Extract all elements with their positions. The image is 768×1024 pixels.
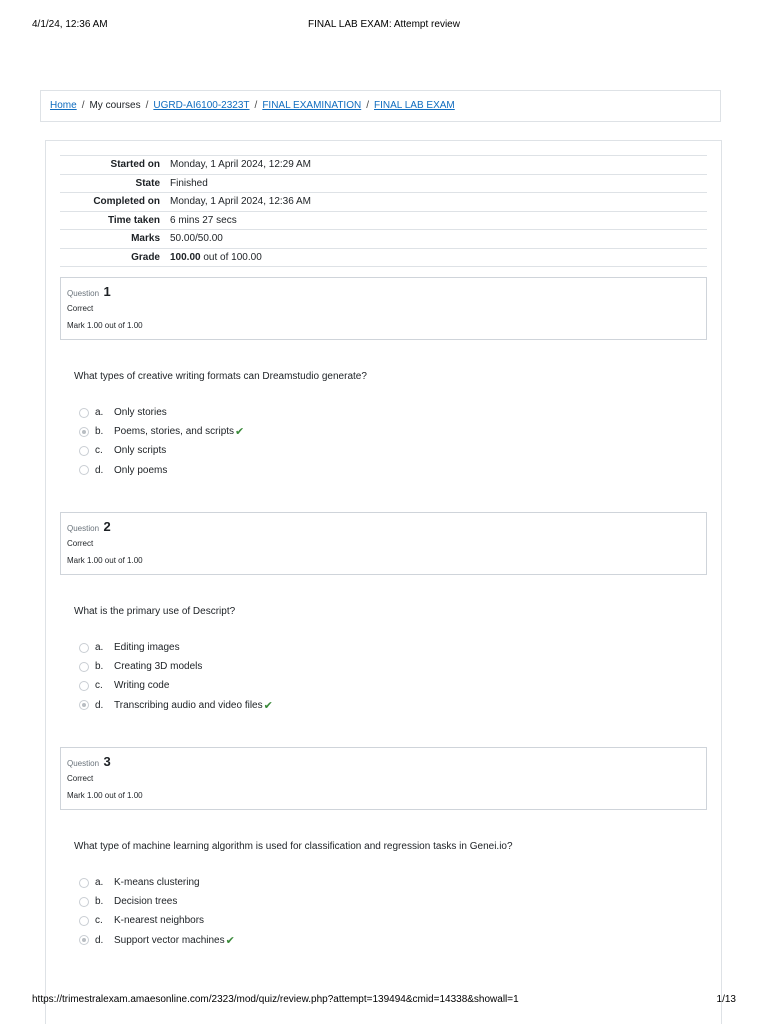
question-number: 2 (103, 519, 111, 534)
breadcrumb-course-link[interactable]: UGRD-AI6100-2323T (153, 100, 250, 111)
answer-letter: d. (95, 699, 104, 711)
answer-letter: c. (95, 680, 103, 692)
question-state: Correct (67, 304, 94, 313)
question-label: Question (67, 524, 100, 533)
answer-letter: d. (95, 464, 104, 476)
question-state: Correct (67, 774, 94, 783)
question-number: 3 (103, 754, 111, 769)
summary-label: Started on (60, 156, 165, 175)
summary-row-grade (60, 248, 707, 267)
correct-check-icon: ✔ (225, 934, 235, 947)
question-label: Question (67, 289, 100, 298)
answer-option (79, 422, 244, 441)
summary-value: 50.00/50.00 (165, 230, 707, 249)
answer-option (79, 657, 273, 676)
question-text: What is the primary use of Descript? (74, 606, 236, 617)
answer-text: K-means clustering (114, 877, 200, 889)
question-info-box (60, 747, 707, 810)
summary-value: Finished (165, 174, 707, 193)
answer-radio[interactable] (79, 662, 89, 672)
answer-text: Support vector machines (114, 934, 225, 946)
summary-row-started-on (60, 156, 707, 175)
question-text: What type of machine learning algorithm is used for classification and regression tasks in Genei.io? (74, 841, 513, 852)
answer-list (79, 638, 273, 715)
attempt-summary-table (60, 155, 707, 267)
answer-text: K-nearest neighbors (114, 915, 205, 927)
print-page-title: FINAL LAB EXAM: Attempt review (308, 19, 460, 30)
answer-radio[interactable] (79, 935, 89, 945)
breadcrumb-my-courses: My courses (89, 100, 141, 111)
answer-text: Editing images (114, 642, 180, 654)
summary-row-completed-on (60, 193, 707, 212)
question-mark: Mark 1.00 out of 1.00 (67, 791, 143, 800)
answer-letter: a. (95, 877, 104, 889)
answer-text: Poems, stories, and scripts (114, 426, 235, 438)
answer-list (79, 403, 244, 480)
answer-radio[interactable] (79, 643, 89, 653)
question-mark: Mark 1.00 out of 1.00 (67, 321, 143, 330)
answer-text: Decision trees (114, 896, 178, 908)
question-label: Question (67, 759, 100, 768)
answer-option (79, 441, 244, 460)
answer-option (79, 676, 273, 695)
summary-label: Time taken (60, 211, 165, 230)
answer-radio[interactable] (79, 897, 89, 907)
summary-value: Monday, 1 April 2024, 12:29 AM (165, 156, 707, 175)
answer-letter: b. (95, 896, 104, 908)
answer-text: Only stories (114, 407, 167, 419)
breadcrumb-quiz-link[interactable]: FINAL LAB EXAM (374, 100, 455, 111)
answer-letter: c. (95, 445, 103, 457)
summary-value (165, 248, 707, 267)
answer-letter: a. (95, 407, 104, 419)
answer-radio[interactable] (79, 916, 89, 926)
summary-row-time-taken (60, 211, 707, 230)
answer-letter: c. (95, 915, 103, 927)
summary-value: 6 mins 27 secs (165, 211, 707, 230)
answer-option (79, 638, 273, 657)
answer-radio[interactable] (79, 681, 89, 691)
question-number: 1 (103, 284, 111, 299)
answer-text: Transcribing audio and video files (114, 699, 263, 711)
breadcrumb (40, 90, 721, 122)
answer-radio[interactable] (79, 427, 89, 437)
answer-radio[interactable] (79, 878, 89, 888)
summary-label: Grade (60, 248, 165, 267)
print-page-number: 1/13 (716, 994, 736, 1005)
summary-row-marks (60, 230, 707, 249)
answer-radio[interactable] (79, 700, 89, 710)
answer-option (79, 892, 235, 911)
question-text: What types of creative writing formats can Dreamstudio generate? (74, 371, 367, 382)
print-header (32, 19, 736, 31)
question-info-box (60, 512, 707, 575)
print-url: https://trimestralexam.amaesonline.com/2323/mod/quiz/review.php?attempt=139494&cmid=14338&showall=1 (32, 994, 519, 1005)
breadcrumb-home-link[interactable]: Home (50, 100, 77, 111)
answer-letter: b. (95, 426, 104, 438)
answer-letter: a. (95, 642, 104, 654)
answer-text: Creating 3D models (114, 661, 203, 673)
answer-radio[interactable] (79, 465, 89, 475)
answer-option (79, 911, 235, 930)
question-mark: Mark 1.00 out of 1.00 (67, 556, 143, 565)
answer-radio[interactable] (79, 408, 89, 418)
grade-out-of: out of 100.00 (200, 251, 262, 263)
correct-check-icon: ✔ (263, 699, 273, 712)
grade-score: 100.00 (170, 251, 201, 263)
answer-text: Only scripts (114, 445, 167, 457)
answer-text: Only poems (114, 464, 168, 476)
print-footer (32, 994, 736, 1006)
question-info-box (60, 277, 707, 340)
answer-letter: d. (95, 934, 104, 946)
answer-letter: b. (95, 661, 104, 673)
print-timestamp: 4/1/24, 12:36 AM (32, 19, 108, 30)
answer-option (79, 931, 235, 950)
summary-label: Completed on (60, 193, 165, 212)
summary-value: Monday, 1 April 2024, 12:36 AM (165, 193, 707, 212)
answer-list (79, 873, 235, 950)
breadcrumb-separator: / (145, 100, 149, 111)
answer-text: Writing code (114, 680, 170, 692)
answer-option (79, 461, 244, 480)
breadcrumb-separator: / (254, 100, 258, 111)
breadcrumb-section-link[interactable]: FINAL EXAMINATION (262, 100, 362, 111)
summary-label: Marks (60, 230, 165, 249)
breadcrumb-separator: / (366, 100, 369, 111)
answer-option (79, 696, 273, 715)
correct-check-icon: ✔ (235, 426, 245, 439)
answer-option (79, 873, 235, 892)
answer-radio[interactable] (79, 446, 89, 456)
question-state: Correct (67, 539, 94, 548)
breadcrumb-separator: / (81, 100, 85, 111)
answer-option (79, 403, 244, 422)
summary-label: State (60, 174, 165, 193)
summary-row-state (60, 174, 707, 193)
